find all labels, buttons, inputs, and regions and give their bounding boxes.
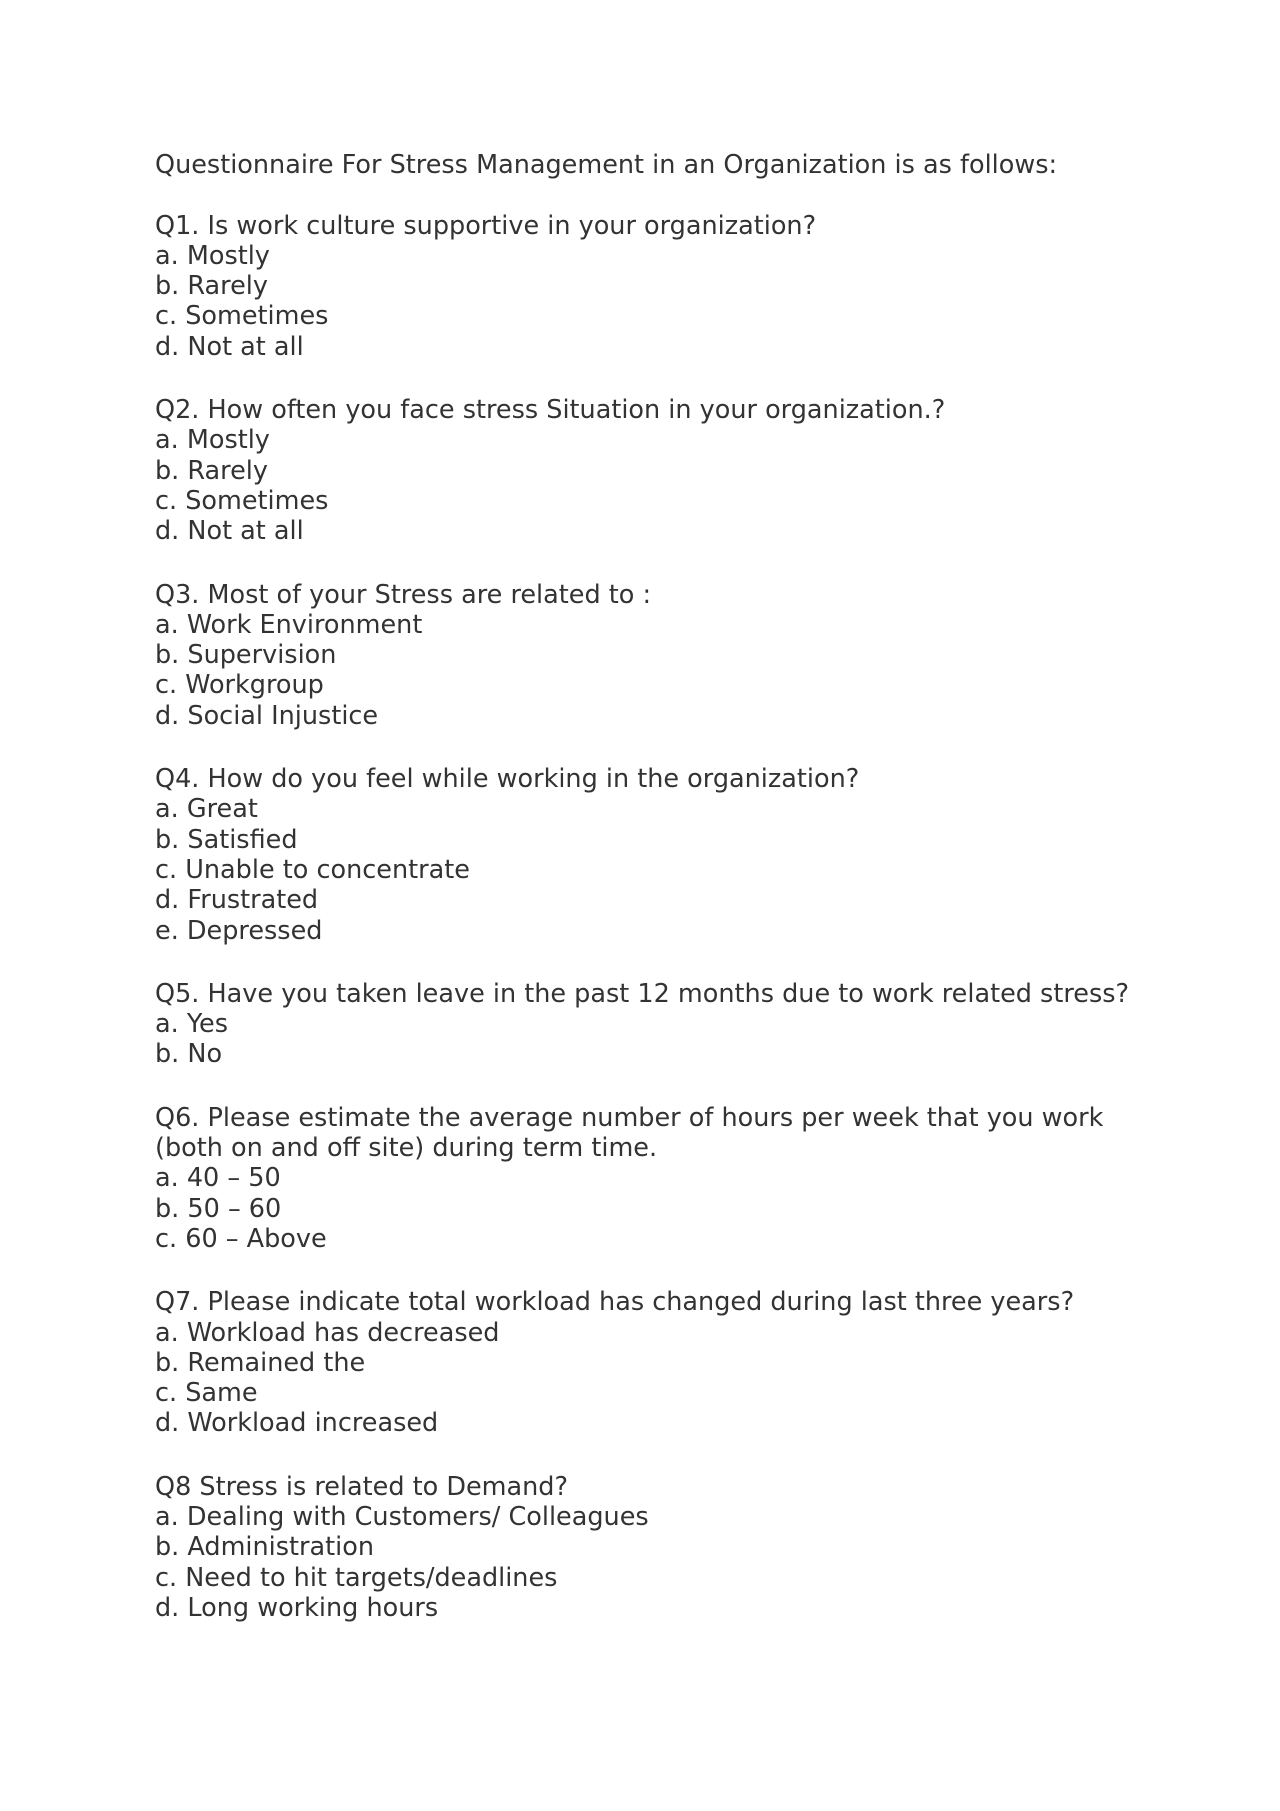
answer-option: c. 60 – Above — [155, 1223, 327, 1254]
answer-option: a. Dealing with Customers/ Colleagues — [155, 1501, 649, 1532]
question-text: Q3. Most of your Stress are related to : — [155, 579, 652, 610]
answer-option: a. Workload has decreased — [155, 1317, 500, 1348]
question-block-q3 — [155, 580, 1155, 731]
answer-option: e. Depressed — [155, 915, 323, 946]
question-text: Q8 Stress is related to Demand? — [155, 1471, 569, 1502]
document-title: Questionnaire For Stress Management in an Organization is as follows: — [155, 150, 1058, 180]
question-text: Q6. Please estimate the average number of hours per week that you work (both on and off site) during term time. — [155, 1102, 1104, 1164]
answer-option: d. Social Injustice — [155, 700, 379, 731]
answer-option: b. Administration — [155, 1532, 374, 1563]
question-text: Q2. How often you face stress Situation in your organization.? — [155, 395, 946, 426]
answer-option: a. Mostly — [155, 240, 270, 271]
answer-option: b. Satisfied — [155, 824, 298, 855]
question-text: Q7. Please indicate total workload has changed during last three years? — [155, 1287, 1075, 1318]
question-block-q2 — [155, 395, 1155, 546]
answer-option: a. Mostly — [155, 425, 270, 456]
answer-option: a. 40 – 50 — [155, 1163, 281, 1194]
answer-option: b. Rarely — [155, 271, 268, 302]
question-list — [155, 211, 1155, 1624]
answer-option: c. Workgroup — [155, 670, 324, 701]
question-block-q1 — [155, 211, 1155, 362]
answer-option: b. Remained the — [155, 1347, 366, 1378]
question-text: Q4. How do you feel while working in the organization? — [155, 764, 860, 795]
answer-option: c. Sometimes — [155, 301, 329, 332]
answer-option: d. Frustrated — [155, 885, 319, 916]
answer-option: a. Yes — [155, 1009, 229, 1040]
answer-option: c. Sometimes — [155, 485, 329, 516]
answer-option: c. Need to hit targets/deadlines — [155, 1562, 558, 1593]
answer-option: b. No — [155, 1039, 223, 1070]
question-text: Q1. Is work culture supportive in your organization? — [155, 210, 817, 241]
answer-option: d. Not at all — [155, 516, 304, 547]
answer-option: d. Not at all — [155, 331, 304, 362]
answer-option: b. Rarely — [155, 455, 268, 486]
answer-option: c. Unable to concentrate — [155, 854, 470, 885]
answer-option: b. 50 – 60 — [155, 1193, 282, 1224]
document-body — [155, 150, 1155, 1656]
answer-option: d. Long working hours — [155, 1592, 439, 1623]
question-block-q8 — [155, 1472, 1155, 1623]
question-block-q4 — [155, 764, 1155, 946]
question-text: Q5. Have you taken leave in the past 12 months due to work related stress? — [155, 978, 1130, 1009]
answer-option: c. Same — [155, 1378, 258, 1409]
answer-option: a. Work Environment — [155, 609, 423, 640]
question-block-q5 — [155, 979, 1155, 1070]
answer-option: d. Workload increased — [155, 1408, 439, 1439]
answer-option: b. Supervision — [155, 640, 337, 671]
question-block-q7 — [155, 1287, 1155, 1438]
question-block-q6 — [155, 1103, 1155, 1254]
answer-option: a. Great — [155, 794, 258, 825]
